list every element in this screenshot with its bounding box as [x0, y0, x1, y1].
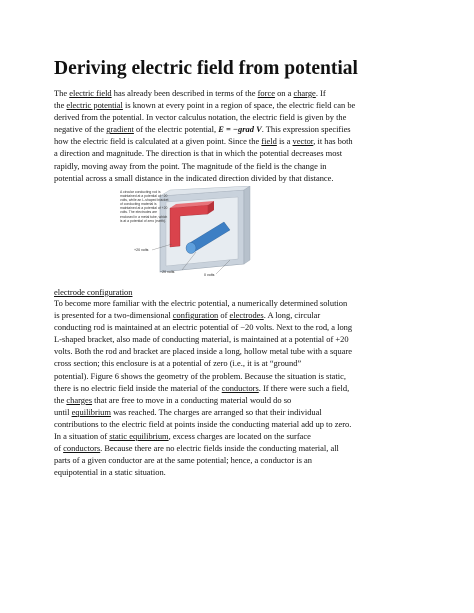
text-run: equipotential in a static situation.: [54, 467, 166, 478]
text-run: rapidly, moving away from the point. The magnitude of the field is the change in: [54, 160, 327, 171]
text-run: L-shaped bracket, also made of conducting material, is maintained at a potential of +20: [54, 334, 349, 345]
term-link[interactable]: vector: [292, 136, 314, 147]
term-link[interactable]: electrodes: [229, 310, 264, 321]
term-link[interactable]: equilibrium: [71, 406, 111, 417]
text-run: the: [54, 100, 67, 111]
text-line: [54, 382, 424, 394]
term-link[interactable]: field: [261, 136, 277, 147]
term-link[interactable]: charges: [66, 394, 93, 405]
text-line: [54, 172, 424, 184]
text-run: has already been described in terms of the: [111, 88, 258, 98]
text-run: , excess charges are located on the surface: [168, 431, 311, 442]
text-line: [54, 99, 424, 111]
text-line: [54, 357, 424, 369]
text-run: , it has both: [313, 136, 353, 147]
text-run: . If there were such a field,: [258, 382, 350, 393]
text-line: [54, 406, 424, 418]
electrode-configuration-link[interactable]: electrode configuration: [54, 287, 133, 297]
term-link[interactable]: gradient: [106, 124, 134, 135]
text-run: potential across a small distance in the indicated direction divided by that distance.: [54, 172, 334, 183]
text-line: [54, 454, 424, 466]
text-line: [54, 87, 424, 99]
text-run: is presented for a two-dimensional: [54, 310, 173, 321]
text-run: until: [54, 406, 72, 417]
electrode-figure: [112, 186, 252, 282]
text-line: [54, 442, 424, 454]
text-run: a direction and magnitude. The direction is that in which the potential decreases most: [54, 148, 343, 159]
text-line: [54, 430, 424, 442]
text-run: of the electric potential,: [133, 124, 219, 135]
figure-caption: A circular conducting rod is maintained at a potential of −20 volts, while an L-shaped bracket of conducting material is maintained at a potential of +20 volts. The electrodes are enclosed in a metal tube, which is at a potential of zero (earth).: [120, 190, 169, 223]
text-run: how the electric field is calculated at a given point. Since the: [54, 136, 262, 147]
text-run: potential). Figure 6 shows the geometry of the problem. Because the situation is static,: [54, 370, 346, 381]
rod-end: [186, 243, 196, 254]
term-link[interactable]: conductors: [63, 443, 101, 454]
term-link[interactable]: conductors: [221, 382, 259, 393]
text-line: [54, 333, 424, 345]
text-run: parts of a given conductor are at the same potential; hence, a conductor is an: [54, 455, 312, 466]
text-run: is known at every point in a region of space, the electric field can be: [122, 100, 356, 111]
text-run: contributions to the electric field at points inside the conducting material add up to zero.: [54, 418, 352, 429]
text-run: . Because there are no electric fields inside the conducting material, all: [100, 443, 339, 454]
text-run: was reached. The charges are arranged so that their individual: [110, 406, 322, 417]
text-line: [54, 466, 424, 478]
term-link[interactable]: electric field: [69, 88, 112, 98]
text-line: [54, 123, 424, 135]
text-line: [54, 345, 424, 357]
text-line: [54, 370, 424, 382]
text-run: of: [54, 443, 64, 454]
label-plus-20-volts: +20 volts: [134, 248, 149, 252]
body-paragraph: [54, 297, 424, 478]
text-line: [54, 147, 424, 159]
text-line: [54, 321, 424, 333]
text-line: [54, 297, 424, 309]
text-line: [54, 111, 424, 123]
term-link[interactable]: charge: [293, 88, 316, 98]
text-run: negative of the: [54, 124, 107, 135]
text-run: derived from the potential. In vector calculus notation, the electric field is given by the: [54, 112, 347, 123]
text-run: To become more familiar with the electric potential, a numerically determined solution: [54, 298, 348, 308]
text-line: [54, 418, 424, 430]
intro-paragraph: [54, 87, 424, 184]
formula: E = −grad V: [218, 124, 262, 135]
text-line: [54, 394, 424, 406]
text-run: is a: [276, 136, 293, 147]
text-run: . This expression specifies: [261, 124, 351, 135]
text-run: The: [54, 88, 70, 98]
page-title: Deriving electric field from potential: [54, 58, 358, 79]
text-run: . A long, circular: [263, 310, 321, 321]
term-link[interactable]: static equilibrium: [109, 431, 169, 442]
term-link[interactable]: configuration: [172, 310, 219, 321]
text-run: that are free to move in a conducting material would do so: [92, 394, 292, 405]
text-run: the: [54, 394, 67, 405]
term-link[interactable]: force: [257, 88, 275, 98]
text-run: conducting rod is maintained at an electric potential of −20 volts. Next to the rod, a long: [54, 322, 353, 333]
text-line: [54, 160, 424, 172]
text-run: of: [218, 310, 230, 321]
text-run: on a: [274, 88, 294, 98]
text-run: In a situation of: [54, 431, 110, 442]
label-minus-20-volts: −20 volts: [160, 270, 175, 274]
label-zero-volts: 0 volts: [204, 273, 215, 277]
text-run: volts. Both the rod and bracket are placed inside a long, hollow metal tube with a square: [54, 346, 353, 357]
term-link[interactable]: electric potential: [66, 100, 123, 111]
text-run: there is no electric field inside the material of the: [54, 382, 222, 393]
text-line: [54, 309, 424, 321]
text-line: [54, 135, 424, 147]
text-run: cross section; this enclosure is at a potential of zero (i.e., it is at “ground”: [54, 358, 302, 369]
text-run: . If: [315, 88, 326, 98]
metal-tube-side: [244, 186, 250, 264]
